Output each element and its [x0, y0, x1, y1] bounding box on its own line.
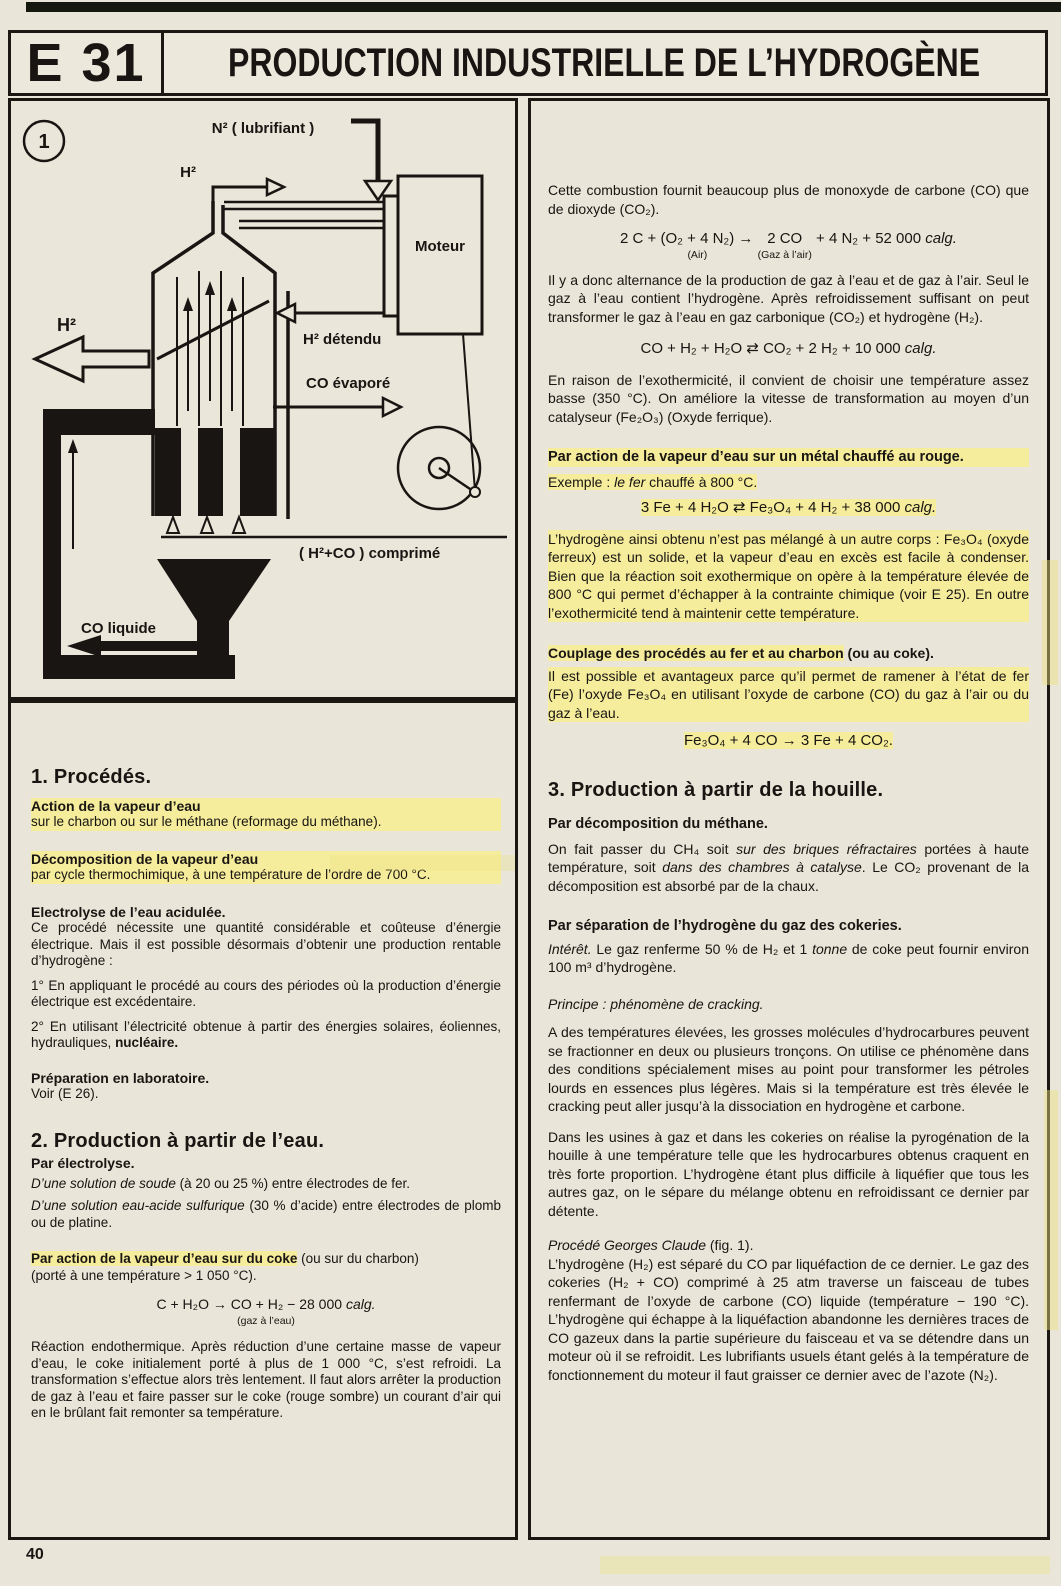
eq3-body: 3 Fe + 4 H₂O ⇄ Fe₃O₄ + 4 H₂ + 38 000 — [640, 499, 905, 516]
preparation-title: Préparation en laboratoire. — [31, 1069, 210, 1086]
equation-gaz-air — [548, 230, 1029, 261]
flow-up-1-head — [183, 297, 193, 311]
eq1-seg4: 2 CO — [767, 230, 803, 247]
proc-electrolyse-title: Electrolyse de l’eau acidulée. — [31, 903, 226, 920]
proc-decomposition-block — [31, 851, 501, 884]
h2-top-pipe — [213, 187, 267, 201]
page-title: PRODUCTION INDUSTRIELLE DE L’HYDROGÈNE — [228, 40, 981, 85]
exothermicite-paragraph: En raison de l’exothermicité, il convient de choisir une température assez basse (350 °C). On améliore la vitesse de transformation au moyen d’un catalyseur (Fe₂O₃) (Oxyde ferrique). — [548, 371, 1029, 425]
interet-tonne: tonne — [812, 940, 848, 957]
equation-gaz-eau-note: (gaz à l’eau) — [237, 1314, 295, 1327]
h2-detendu-label: H² détendu — [303, 331, 382, 348]
interet-paragraph — [548, 940, 1029, 977]
left-column — [8, 700, 518, 1540]
section-1-heading: 1. Procédés. — [31, 766, 152, 788]
motor-label: Moteur — [415, 238, 465, 255]
methane-it1: sur des briques réfractaires — [736, 840, 917, 857]
coke-title-bold: Par action de la vapeur d’eau sur du coke — [31, 1251, 298, 1266]
coke-title-rest: (ou sur du charbon) — [297, 1251, 419, 1266]
page-number: 40 — [26, 1546, 44, 1563]
soude-italic: D’une solution de soude — [31, 1175, 176, 1191]
eq1-seg2: (O₂ + 4 N₂) — [660, 230, 735, 247]
methane-title: Par décomposition du méthane. — [548, 816, 768, 832]
page-top-strip — [26, 2, 1061, 12]
crank-arm — [439, 468, 473, 491]
eq1-seg5: + 4 N₂ + 52 000 — [811, 230, 926, 247]
preparation-block — [31, 1070, 501, 1103]
eq3-hl — [641, 499, 936, 516]
claude-title-it: Procédé Georges Claude — [548, 1237, 706, 1253]
interet-c: de coke peut fournir environ 100 m³ d’hydrogène. — [548, 940, 1029, 975]
methane-paragraph — [548, 840, 1029, 896]
eq1-air-label: (Air) — [687, 248, 708, 261]
co-evapore-label: CO évaporé — [306, 375, 391, 392]
equation-gaz-eau — [31, 1296, 501, 1313]
equation-couplage — [548, 732, 1029, 751]
motor-box — [398, 176, 482, 334]
alternance-paragraph: Il y a donc alternance de la production de gaz à l’eau et de gaz à l’air. Seul le gaz à l’eau contient l’hydrogène. Après refroidissement suffisant on peut transformer le gaz à l’eau en gaz carbonique (CO₂) et hydrogène (H₂). — [548, 271, 1029, 325]
eq1-air-stack — [660, 230, 734, 261]
eq-gaz-eau-body: C + H₂O → CO + H₂ − 28 000 — [156, 1296, 346, 1312]
equation-conversion — [548, 340, 1029, 359]
h2-big-label: H² — [57, 315, 76, 335]
tube-bundle-1 — [155, 428, 181, 516]
principe-line: Principe : phénomène de cracking. — [548, 995, 764, 1012]
inlet-arrow-1-icon — [167, 517, 179, 533]
claude-paragraph: L’hydrogène (H₂) est séparé du CO par liquéfaction de ce dernier. Le gaz des cokeries (H₂ + CO) comprimé à 25 atm traverse un faisceau de tubes renfermant de l’oxyde de carbone (CO) liquide (température − 190 °C). L’hydrogène qui échappe à la liquéfaction abandonne les dernières traces de CO gazeux dans la partie supérieure du faisceau et va se détendre dans un moteur où il se refroidit. Les lubrifiants usuels étant gelés à la température de fonctionnement du moteur il faut graisser ce dernier avec de l’azote (N₂). — [548, 1255, 1029, 1383]
couplage-title-rest: (ou au coke). — [843, 645, 934, 661]
proc-vapeur-text: sur le charbon ou sur le méthane (reformage du méthane). — [31, 814, 382, 829]
proc-item-2-text: 2° En utilisant l’électricité obtenue à partir des énergies solaires, éoliennes, hydrauliques, — [31, 1018, 501, 1050]
crank-rod — [463, 334, 475, 491]
proc-electrolyse-block — [31, 904, 501, 970]
proc-decomposition-title: Décomposition de la vapeur d’eau — [31, 850, 259, 867]
inlet-arrow-2-icon — [201, 517, 213, 533]
h2-top-arrow-right-icon — [267, 179, 284, 195]
proc-item-2 — [31, 1019, 501, 1052]
eq4-hl: Fe₃O₄ + 4 CO → 3 Fe + 4 CO₂. — [684, 732, 893, 749]
n2-pipe — [351, 121, 378, 181]
metal-title: Par action de la vapeur d’eau sur un métal chauffé au rouge. — [548, 448, 1029, 467]
n2-lubrifiant-label: N² ( lubrifiant ) — [211, 120, 315, 137]
co-liquide-label: CO liquide — [81, 620, 156, 637]
motor-flange — [384, 196, 398, 316]
section-2-heading: 2. Production à partir de l’eau. — [31, 1129, 325, 1152]
interet-it: Intérêt. — [548, 940, 592, 957]
methane-it2: dans des chambres à catalyse — [662, 859, 862, 875]
exemple-line — [548, 473, 1029, 492]
claude-title-rest: (fig. 1). — [706, 1237, 754, 1253]
eq1-seg3: → — [734, 230, 758, 247]
funnel — [157, 559, 271, 621]
header-title-cell — [164, 33, 1045, 93]
flow-up-2-head — [205, 281, 215, 295]
exemple-runs — [548, 474, 757, 490]
soude-rest: (à 20 ou 25 %) entre électrodes de fer. — [175, 1175, 410, 1191]
h2-detendu-arrow-left-icon — [277, 304, 295, 322]
proc-decomposition-text: par cycle thermochimique, à une température de l’ordre de 700 °C. — [31, 867, 431, 882]
eq1-seg1: 2 C + — [620, 230, 661, 247]
co-evapore-arrow-right-icon — [383, 398, 401, 416]
coke-title-line2: (porté à une température > 1 050 °C). — [31, 1267, 257, 1283]
eq2-unit: calg. — [904, 340, 937, 357]
right-column — [528, 98, 1050, 1540]
figure-box — [8, 98, 518, 700]
sulfurique-italic: D’une solution eau-acide sulfurique — [31, 1198, 245, 1213]
proc-item-1: 1° En appliquant le procédé au cours des périodes où la production d’énergie électrique est excédentaire. — [31, 977, 501, 1009]
usines-paragraph: Dans les usines à gaz et dans les cokeries on réalise la pyrogénation de la houille à une température telle que les hydrocarbures obtenus craquent en très forte proportion. L’hydrogène étant plus difficile à liquéfier que tous les autres gaz, on le sépare du mélange obtenu en refroidissant ce dernier par détente. — [548, 1128, 1029, 1219]
metal-paragraph: L’hydrogène ainsi obtenu n’est pas mélangé à un autre corps : Fe₃O₄ (oxyde ferreux) est un solide, et la vapeur d’eau en excès est facile à condenser. Bien que la réaction soit exothermique on opère à la température élevée de 800 °C qui permet d’échapper à la contrainte chimique (voir E 25). En outre l’exothermicité tend à maintenir cette température. — [548, 530, 1029, 621]
eq2-body: CO + H₂ + H₂O ⇄ CO₂ + 2 H₂ + 10 000 — [640, 340, 905, 357]
eq-gaz-eau-unit: calg. — [345, 1296, 376, 1312]
proc-vapeur-title: Action de la vapeur d’eau — [31, 797, 201, 814]
separation-title: Par séparation de l’hydrogène du gaz des cokeries. — [548, 918, 902, 934]
eq1-gazair-label: (Gaz à l’air) — [757, 248, 812, 261]
eq1-unit: calg. — [925, 230, 957, 247]
inlet-arrow-3-icon — [233, 517, 245, 533]
methane-a: On fait passer du CH₄ soit — [548, 840, 737, 857]
equation-fer — [548, 499, 1029, 518]
cracking-paragraph: A des températures élevées, les grosses molécules d’hydrocarbures peuvent se fractionner en deux ou plusieurs tronçons. On utilise ce phénomène dans des conditions spécialement mises au point pour transformer les pétroles lourds en essences plus légères. Mais si la température est très élevée le cracking peut aller jusqu’à la dissociation en hydrogène et carbone. — [548, 1024, 1029, 1114]
sulfurique-rest: (30 % d’acide) entre électrodes de plomb ou de platine. — [31, 1198, 501, 1230]
exemple-a: Exemple : — [548, 473, 615, 490]
eq1-gazair-stack — [758, 230, 812, 261]
flow-up-3-head — [227, 297, 237, 311]
proc-vapeur-block — [31, 798, 501, 831]
co-liquide-arrow-left-icon — [67, 635, 199, 657]
soude-paragraph — [31, 1176, 501, 1193]
methane-b: portées à haute température, soit — [548, 840, 1029, 875]
h2co-comprime-label: ( H²+CO ) comprimé — [299, 545, 441, 562]
section-3-heading: 3. Production à partir de la houille. — [548, 778, 884, 801]
reaction-endothermique-paragraph: Réaction endothermique. Après réduction d’une certaine masse de vapeur d’eau, le coke initialement porté à plus de 1 000 °C, s’est refroidi. La transformation s’effectue alors très lentement. Il faut alors arrêter la production de gaz à l’eau et faire passer sur le coke (rouge sombre) un courant d’air qui en le brûlant fait remonter sa température. — [31, 1339, 501, 1420]
h2-top-label: H² — [180, 164, 196, 181]
interet-b: Le gaz renferme 50 % de H₂ et 1 — [591, 940, 813, 957]
crank-pin — [470, 487, 480, 497]
proc-item-2-bold: nucléaire. — [115, 1035, 179, 1050]
header-code: E 31 — [11, 33, 164, 93]
sulfurique-paragraph — [31, 1198, 501, 1231]
couplage-title-line — [548, 644, 1029, 663]
tube-bundle-3 — [240, 428, 276, 516]
exemple-b: chauffé à 800 °C. — [645, 473, 758, 490]
combustion-paragraph: Cette combustion fournit beaucoup plus de monoxyde de carbone (CO) que de dioxyde (CO₂). — [548, 182, 1029, 217]
diagonal-partition — [157, 301, 269, 359]
methane-c: . Le CO₂ provenant de la décomposition est absorbé par de la chaux. — [548, 859, 1029, 894]
header-box — [8, 30, 1048, 96]
left-channel — [43, 409, 61, 657]
h2-big-arrow-left-icon — [35, 337, 149, 381]
channel-up-head — [68, 439, 78, 453]
claude-title-line — [548, 1236, 1029, 1255]
highlighter-bleed-streak — [600, 1556, 1050, 1574]
left-junction-block — [43, 409, 155, 435]
couplage-title-bold: Couplage des procédés au fer et au charbon — [548, 645, 844, 661]
coke-title-paragraph — [31, 1251, 501, 1284]
figure-number: 1 — [38, 131, 50, 153]
process-diagram — [11, 101, 515, 697]
bottom-channel — [43, 655, 235, 679]
electrolyse-title: Par électrolyse. — [31, 1155, 135, 1171]
preparation-text: Voir (E 26). — [31, 1086, 99, 1101]
proc-electrolyse-text: Ce procédé nécessite une quantité considérable et coûteuse d’énergie électrique. Mais il est possible désormais d’obtenir une production rentable d’hydrogène : — [31, 920, 501, 968]
eq3-unit: calg. — [904, 499, 937, 516]
tube-bundle-2 — [198, 428, 223, 516]
couplage-paragraph: Il est possible et avantageux parce qu’il permet de ramener à l’état de fer (Fe) l’oxyde Fe₃O₄ en utilisant l’oxyde de carbone (CO) du gaz à l’air ou du gaz à l’eau. — [548, 667, 1029, 721]
exemple-it: le fer — [614, 473, 646, 490]
